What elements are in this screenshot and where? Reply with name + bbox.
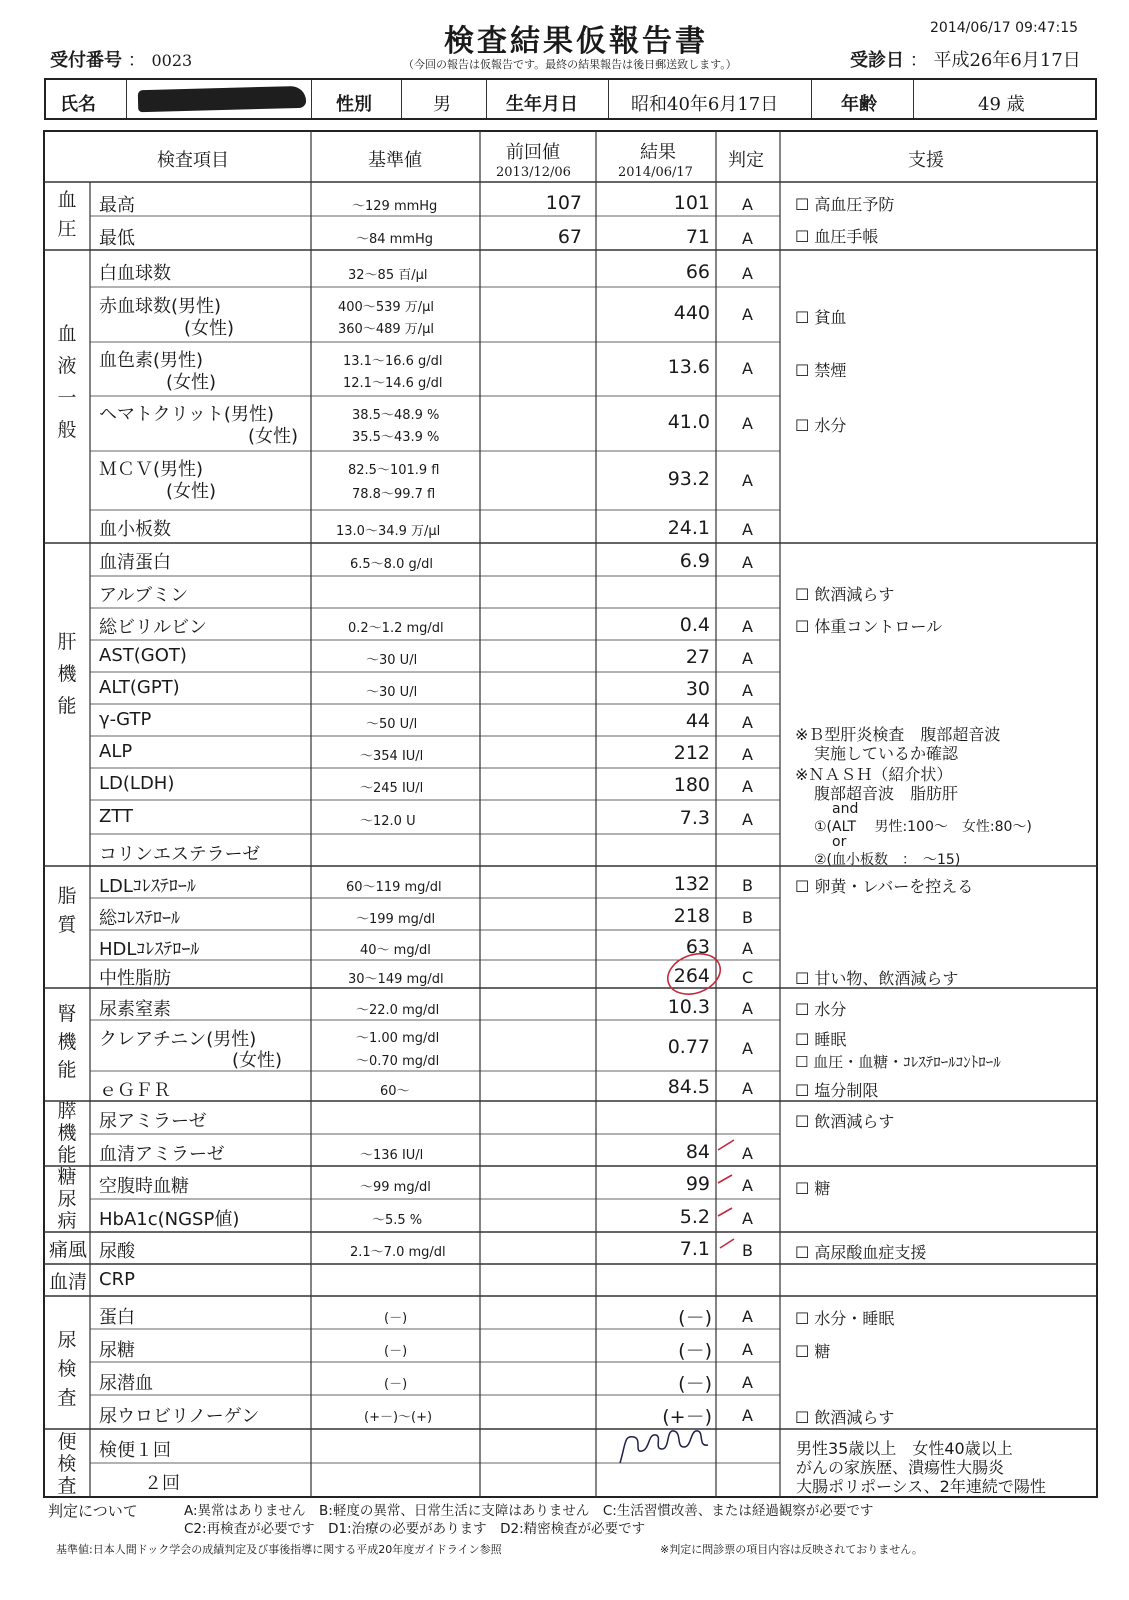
row-name: 血色素(男性) — [99, 350, 204, 371]
row-name: 血小板数 — [99, 519, 171, 540]
row-judge: A — [742, 1340, 753, 1359]
divider — [913, 80, 914, 118]
row-name: LDLｺﾚｽﾃﾛｰﾙ — [99, 876, 196, 897]
row-ref: ～22.0 mg/dl — [356, 1003, 440, 1018]
category-liver: 肝機能 — [57, 631, 77, 717]
row-name: 尿糖 — [99, 1340, 135, 1361]
support-note: ②(血小板数 ： ～15) — [814, 852, 961, 868]
row-result: (－) — [678, 1340, 712, 1362]
receipt-value: 0023 — [151, 51, 193, 70]
receipt-number — [50, 46, 192, 72]
row-judge: B — [742, 1241, 753, 1260]
report-title: 検査結果仮報告書 — [444, 24, 708, 59]
row-ref: (+－)～(+) — [364, 1410, 433, 1425]
divider — [608, 80, 609, 118]
category-urine: 尿検査 — [57, 1329, 77, 1409]
divider — [811, 80, 812, 118]
age-label: 年齢 — [841, 94, 877, 115]
row-judge: A — [742, 520, 753, 539]
divider — [126, 80, 127, 118]
row-name: 白血球数 — [99, 263, 171, 284]
visit-value: 平成26年6月17日 — [933, 50, 1081, 71]
sex-value: 男 — [433, 94, 451, 115]
row-result: (－) — [678, 1307, 712, 1329]
row-result: 101 — [673, 192, 710, 214]
print-timestamp: 2014/06/17 09:47:15 — [930, 20, 1079, 36]
row-ref: 60～119 mg/dl — [346, 880, 442, 895]
row-result: 212 — [673, 742, 710, 764]
row-judge: A — [742, 713, 753, 732]
row-name: 尿酸 — [99, 1241, 135, 1262]
visit-date — [850, 46, 1081, 72]
name-label: 氏名 — [60, 94, 96, 115]
row-ref: 0.2～1.2 mg/dl — [348, 621, 444, 636]
column-header-judge: 判定 — [728, 150, 764, 171]
row-judge: A — [742, 1209, 753, 1228]
row-name: γ-GTP — [99, 709, 152, 730]
row-result: 84.5 — [667, 1076, 710, 1098]
support-item: ☐ 血圧手帳 — [795, 227, 879, 246]
row-judge: A — [742, 229, 753, 248]
row-name: 最高 — [99, 195, 135, 216]
row-judge: A — [742, 1373, 753, 1392]
visit-label: 受診日 — [850, 50, 904, 71]
row-ref: 82.5～101.9 fl — [348, 463, 440, 478]
row-ref: ～5.5 % — [372, 1213, 423, 1228]
row-name: 尿アミラーゼ — [99, 1111, 207, 1132]
support-item: ☐ 貧血 — [795, 308, 847, 327]
column-header-result: 結果 — [640, 142, 676, 163]
category-lipid: 脂質 — [57, 885, 77, 936]
row-judge: C — [742, 968, 754, 987]
row-name: ｅＧＦＲ — [99, 1080, 171, 1101]
row-name: 総ｺﾚｽﾃﾛｰﾙ — [99, 908, 180, 929]
row-result: 93.2 — [667, 468, 710, 490]
row-result: 63 — [685, 936, 710, 958]
support-note: ※Ｂ型肝炎検査 腹部超音波 — [795, 725, 1001, 744]
row-judge: A — [742, 999, 753, 1018]
dob-label: 生年月日 — [506, 94, 578, 115]
row-name-2: (女性) — [184, 318, 235, 339]
support-item: ☐ 水分 — [795, 416, 847, 435]
row-name: 赤血球数(男性) — [99, 296, 222, 317]
row-name-2: (女性) — [166, 372, 217, 393]
row-name: クレアチニン(男性) — [99, 1029, 257, 1050]
row-ref: 13.0～34.9 万/μl — [336, 524, 441, 539]
row-ref: 400～539 万/μl — [338, 300, 435, 315]
category-serum: 血清 — [48, 1271, 87, 1293]
row-result: 264 — [673, 965, 710, 987]
row-judge: A — [742, 359, 753, 378]
support-note: 大腸ポリポーシス、2年連続で陽性 — [796, 1477, 1046, 1496]
divider — [311, 80, 312, 118]
row-name: 検便１回 — [99, 1440, 171, 1461]
judgement-legend-line2: C2:再検査が必要です D1:治療の必要があります D2:精密検査が必要です — [184, 1521, 646, 1537]
row-name: 蛋白 — [99, 1307, 135, 1328]
dob-value: 昭和40年6月17日 — [631, 94, 779, 115]
row-ref: ～84 mmHg — [356, 232, 434, 247]
support-item: ☐ 水分 — [795, 1000, 847, 1019]
row-name: LD(LDH) — [99, 773, 175, 794]
row-result: 41.0 — [667, 411, 710, 433]
category-blood: 血液一般 — [57, 323, 77, 441]
row-ref: (－) — [384, 1344, 408, 1359]
row-name: 空腹時血糖 — [99, 1176, 189, 1197]
row-prev: 67 — [557, 226, 582, 248]
report-subtitle: （今回の報告は仮報告です。最終の結果報告は後日郵送致します。） — [403, 58, 737, 71]
category-pancreas: 膵機能 — [57, 1100, 77, 1166]
row-judge: A — [742, 1039, 753, 1058]
support-note: and — [832, 801, 859, 817]
row-ref: ～50 U/l — [366, 717, 418, 732]
row-judge: A — [742, 195, 753, 214]
row-judge: B — [742, 876, 753, 895]
row-ref: ～30 U/l — [366, 653, 418, 668]
row-judge: A — [742, 1079, 753, 1098]
category-gout: 痛風 — [48, 1239, 87, 1261]
row-name: AST(GOT) — [99, 645, 187, 666]
row-ref: 40～ mg/dl — [360, 943, 431, 958]
row-name: HDLｺﾚｽﾃﾛｰﾙ — [99, 939, 200, 960]
support-item: ☐ 水分・睡眠 — [795, 1309, 895, 1328]
row-ref: (－) — [384, 1377, 408, 1392]
row-name: 尿素窒素 — [99, 999, 171, 1020]
category-diabetes: 糖尿病 — [57, 1166, 77, 1232]
row-ref: ～199 mg/dl — [356, 912, 436, 927]
support-item: ☐ 血圧・血糖・ｺﾚｽﾃﾛｰﾙｺﾝﾄﾛｰﾙ — [795, 1053, 1001, 1071]
row-result: (－) — [678, 1373, 712, 1395]
row-judge: A — [742, 939, 753, 958]
row-result: 7.1 — [679, 1238, 710, 1260]
row-name: 総ビリルビン — [99, 617, 207, 638]
receipt-sep: ： — [127, 50, 146, 71]
row-ref: ～129 mmHg — [352, 199, 438, 214]
support-item: ☐ 高尿酸血症支援 — [795, 1243, 927, 1262]
row-result: 71 — [685, 226, 710, 248]
category-bp: 血圧 — [57, 189, 77, 240]
row-ref: ～12.0 U — [360, 814, 416, 829]
support-item: ☐ 禁煙 — [795, 361, 847, 380]
column-header-support: 支援 — [908, 150, 944, 171]
row-ref: 13.1～16.6 g/dl — [343, 354, 443, 369]
row-name: ZTT — [99, 806, 134, 827]
row-result: 6.9 — [679, 550, 710, 572]
row-name: HbA1c(NGSP値) — [99, 1209, 240, 1230]
row-result: 84 — [685, 1141, 710, 1163]
divider — [486, 80, 487, 118]
row-judge: A — [742, 1307, 753, 1326]
row-judge: A — [742, 810, 753, 829]
row-name: コリンエステラーゼ — [99, 844, 261, 865]
row-ref-2: 12.1～14.6 g/dl — [343, 376, 443, 391]
row-ref-2: 360～489 万/μl — [338, 322, 435, 337]
row-name: ＭＣＶ(男性) — [99, 459, 204, 480]
support-note: がんの家族歴、潰瘍性大腸炎 — [796, 1458, 1005, 1477]
footer-disclaimer: ※判定に問診票の項目内容は反映されておりません。 — [660, 1543, 923, 1556]
row-result: 99 — [685, 1173, 710, 1195]
support-note: or — [832, 834, 847, 850]
row-ref: 38.5～48.9 % — [352, 408, 440, 423]
support-note: ※ＮＡＳＨ（紹介状） — [795, 765, 953, 784]
row-name: アルブミン — [99, 585, 189, 606]
row-ref: 6.5～8.0 g/dl — [350, 557, 433, 572]
row-name: 尿ウロビリノーゲン — [99, 1406, 260, 1427]
row-ref: (－) — [384, 1311, 408, 1326]
support-item: ☐ 糖 — [795, 1179, 831, 1198]
age-value: 49 歳 — [978, 94, 1025, 115]
row-judge: A — [742, 305, 753, 324]
row-result: 13.6 — [667, 356, 710, 378]
row-judge: A — [742, 1406, 753, 1425]
row-name-2: (女性) — [248, 426, 299, 447]
row-judge: A — [742, 1176, 753, 1195]
column-header-ref: 基準値 — [368, 150, 422, 171]
row-result: 24.1 — [667, 517, 710, 539]
row-ref: ～1.00 mg/dl — [356, 1031, 440, 1046]
row-ref: 32～85 百/μl — [348, 268, 428, 283]
row-name: ヘマトクリット(男性) — [99, 404, 274, 425]
column-header-result-date: 2014/06/17 — [618, 165, 693, 180]
red-check-mark — [718, 1140, 734, 1150]
row-name: 中性脂肪 — [99, 968, 171, 989]
row-judge: A — [742, 745, 753, 764]
row-name: 最低 — [99, 228, 135, 249]
support-item: ☐ 高血圧予防 — [795, 195, 895, 214]
row-judge: A — [742, 617, 753, 636]
red-check-mark — [718, 1175, 732, 1183]
row-ref: ～99 mg/dl — [360, 1180, 431, 1195]
row-name-2: (女性) — [232, 1050, 283, 1071]
row-name: ２回 — [144, 1473, 180, 1494]
row-name: 血清アミラーゼ — [99, 1144, 225, 1165]
category-stool: 便検査 — [57, 1431, 77, 1497]
support-item: ☐ 飲酒減らす — [795, 1408, 895, 1427]
row-result: 0.4 — [679, 614, 710, 636]
column-header-item: 検査項目 — [157, 150, 229, 171]
row-name: CRP — [99, 1269, 135, 1290]
support-item: ☐ 飲酒減らす — [795, 585, 895, 604]
row-judge: A — [742, 264, 753, 283]
row-prev: 107 — [545, 192, 582, 214]
row-ref: 60～ — [380, 1084, 410, 1099]
column-header-prev: 前回値 — [506, 142, 560, 163]
sex-label: 性別 — [336, 94, 372, 115]
row-ref-2: 35.5～43.9 % — [352, 430, 440, 445]
row-name-2: (女性) — [166, 481, 217, 502]
row-judge: A — [742, 777, 753, 796]
row-ref: 2.1～7.0 mg/dl — [350, 1245, 446, 1260]
row-result: 180 — [673, 774, 710, 796]
row-result: (+－) — [662, 1406, 712, 1428]
support-note: 男性35歳以上 女性40歳以上 — [796, 1439, 1013, 1458]
row-judge: A — [742, 471, 753, 490]
row-ref-2: ～0.70 mg/dl — [356, 1054, 440, 1069]
column-header-prev-date: 2013/12/06 — [496, 165, 571, 180]
row-ref: ～30 U/l — [366, 685, 418, 700]
support-item: ☐ 飲酒減らす — [795, 1112, 895, 1131]
row-name: ALT(GPT) — [99, 677, 180, 698]
red-check-mark — [718, 1208, 732, 1216]
row-result: 5.2 — [679, 1206, 710, 1228]
judgement-legend-line1: A:異常はありません B:軽度の異常、日常生活に支障はありません C:生活習慣改善、または経過観察が必要です — [184, 1503, 874, 1519]
row-name: 尿潜血 — [99, 1373, 153, 1394]
category-kidney: 腎機能 — [57, 1003, 77, 1081]
support-note: 腹部超音波 脂肪肝 — [814, 784, 959, 803]
row-ref-2: 78.8～99.7 fl — [352, 487, 436, 502]
patient-info-box — [44, 78, 1097, 120]
redacted-name — [138, 86, 307, 112]
handwritten-scribble — [620, 1431, 708, 1463]
row-ref: ～136 IU/l — [360, 1148, 424, 1163]
row-judge: A — [742, 1144, 753, 1163]
row-result: 0.77 — [667, 1036, 710, 1058]
row-result: 66 — [685, 261, 710, 283]
row-ref: ～354 IU/l — [360, 749, 424, 764]
divider — [401, 80, 402, 118]
row-result: 7.3 — [679, 807, 710, 829]
support-note: ①(ALT 男性:100～ 女性:80～) — [814, 819, 1032, 835]
row-result: 132 — [673, 873, 710, 895]
support-item: ☐ 甘い物、飲酒減らす — [795, 969, 959, 988]
row-judge: B — [742, 908, 753, 927]
row-result: 440 — [673, 302, 710, 324]
judgement-legend-label: 判定について — [48, 1502, 138, 1520]
row-result: 27 — [685, 646, 710, 668]
row-ref: ～245 IU/l — [360, 781, 424, 796]
row-name: 血清蛋白 — [99, 552, 171, 573]
support-item: ☐ 睡眠 — [795, 1030, 847, 1049]
row-result: 218 — [673, 905, 710, 927]
footer-reference-note: 基準値:日本人間ドック学会の成績判定及び事後指導に関する平成20年度ガイドライン参照 — [56, 1543, 502, 1556]
row-name: ALP — [99, 741, 133, 762]
support-item: ☐ 体重コントロール — [795, 617, 943, 636]
red-check-mark — [720, 1239, 734, 1248]
row-result: 10.3 — [667, 996, 710, 1018]
support-item: ☐ 卵黄・レバーを控える — [795, 877, 974, 896]
visit-sep: ： — [909, 50, 928, 71]
row-ref: 30～149 mg/dl — [348, 972, 444, 987]
row-judge: A — [742, 553, 753, 572]
row-judge: A — [742, 681, 753, 700]
row-judge: A — [742, 649, 753, 668]
support-item: ☐ 糖 — [795, 1342, 831, 1361]
support-item: ☐ 塩分制限 — [795, 1081, 879, 1100]
row-judge: A — [742, 414, 753, 433]
row-result: 30 — [685, 678, 710, 700]
support-note: 実施しているか確認 — [814, 744, 959, 763]
row-result: 44 — [685, 710, 710, 732]
receipt-label: 受付番号 — [50, 50, 122, 71]
